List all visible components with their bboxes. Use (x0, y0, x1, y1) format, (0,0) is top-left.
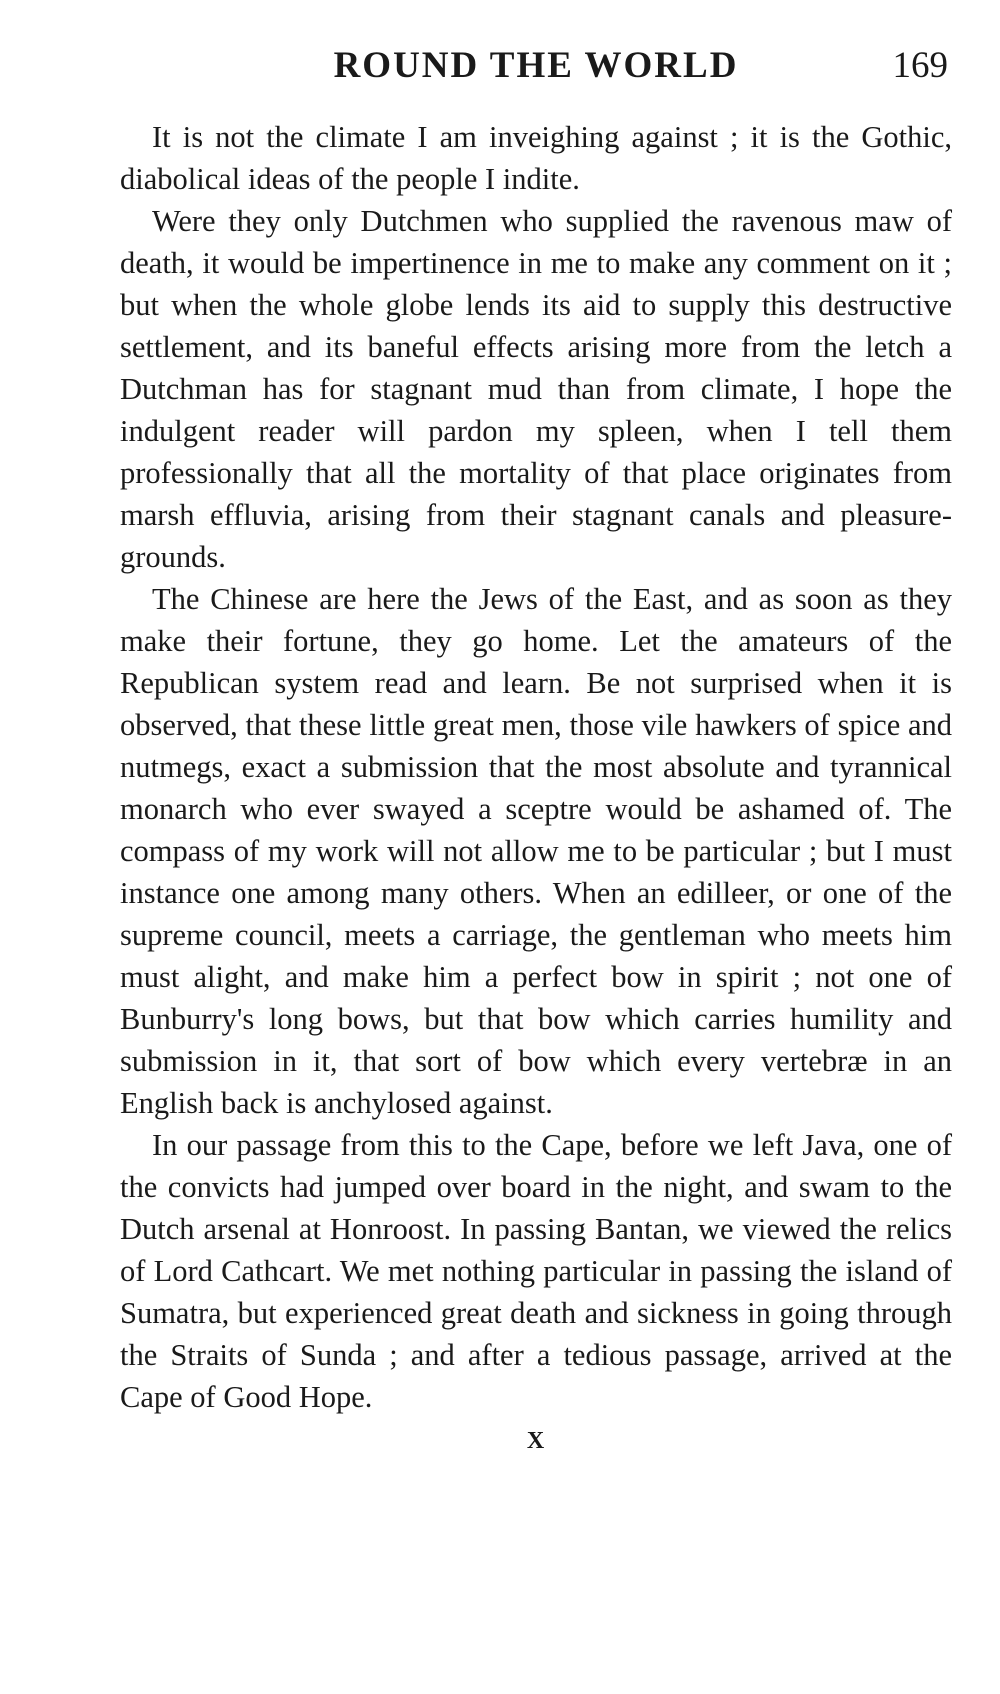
paragraph-dutchmen: Were they only Dutchmen who supplied the ravenous maw of death, it would be impertinence in me to make any comment on it ; but when the whole globe lends its aid to supply this destructive settlement, and its baneful effects arising more from the letch a Dutchman has for stagnant mud than from climate, I hope the indulgent reader will pardon my spleen, when I tell them professionally that all the mortality of that place originates from marsh effluvia, arising from their stagnant canals and pleasure-grounds. (120, 204, 952, 574)
page-number: 169 (892, 45, 948, 86)
paragraph-chinese: The Chinese are here the Jews of the East, and as soon as they make their fortune, they go home. Let the amateurs of the Republican system read and learn. Be not surprised when it is observed, that these little great men, those vile hawkers of spice and nutmegs, exact a submission that the most absolute and tyrannical monarch who ever swayed a sceptre would be ashamed of. The compass of my work will not allow me to be particular ; but I must instance one among many others. When an edilleer, or one of the supreme council, meets a carriage, the gentleman who meets him must alight, and make him a perfect bow in spirit ; not one of Bunburry's long bows, but that bow which carries humility and submission in it, that sort of bow which every vertebræ in an English back is anchylosed against. (120, 582, 952, 1120)
book-page (120, 44, 952, 1455)
body-text (120, 116, 952, 1418)
running-title: ROUND THE WORLD (333, 45, 739, 86)
paragraph-passage: In our passage from this to the Cape, before we left Java, one of the convicts had jumped over board in the night, and swam to the Dutch arsenal at Honroost. In passing Bantan, we viewed the relics of Lord Cathcart. We met nothing particular in passing the island of Sumatra, but experienced great death and sickness in going through the Straits of Sunda ; and after a tedious passage, arrived at the Cape of Good Hope. (120, 1128, 952, 1414)
paragraph-climate: It is not the climate I am inveighing against ; it is the Gothic, diabolical ideas of the people I indite. (120, 120, 952, 196)
signature-mark: X (526, 1428, 546, 1454)
running-head (120, 44, 952, 96)
